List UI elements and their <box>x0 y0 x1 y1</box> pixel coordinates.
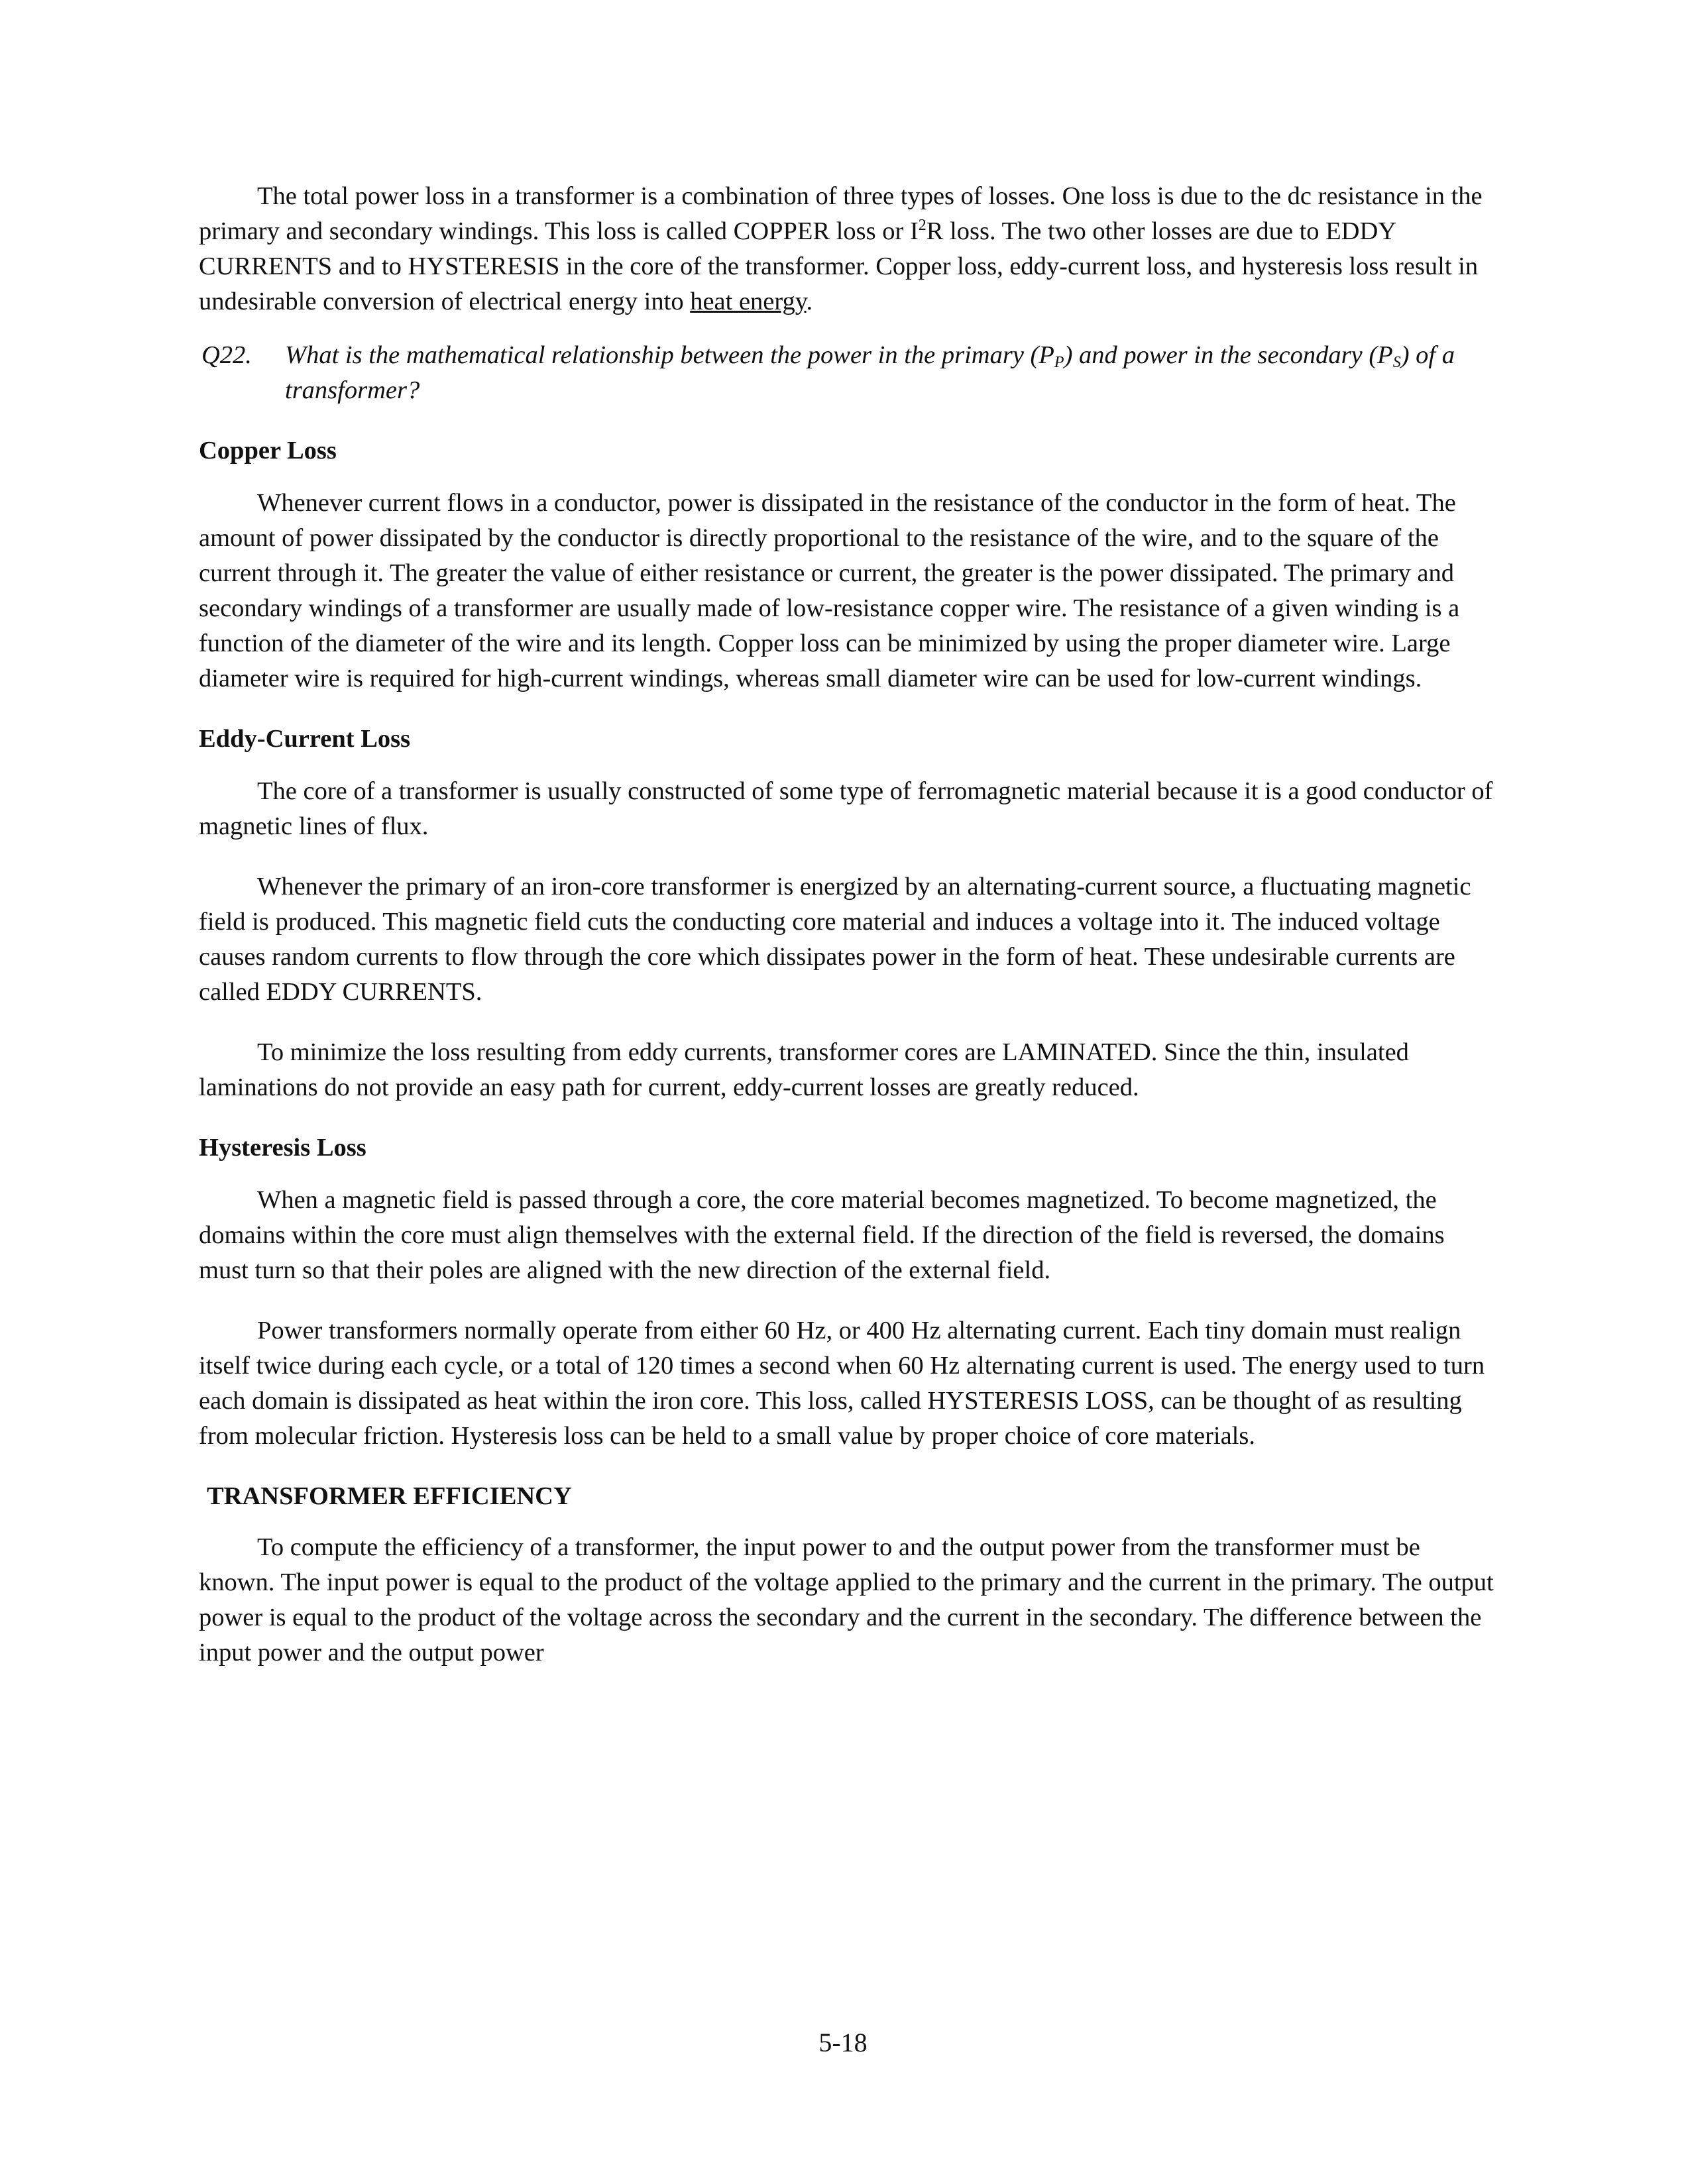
eddy-paragraph-3: To minimize the loss resulting from eddy currents, transformer cores are LAMINATED. Since the thin, insulated laminations do not provide an easy path for current, eddy-current losses are greatly reduced. <box>199 1038 1409 1101</box>
question-sub-s: S <box>1392 354 1401 371</box>
question-q22 <box>199 338 1498 408</box>
question-text-2: ) and power in the secondary (P <box>1064 341 1393 369</box>
question-sub-p: P <box>1054 354 1064 371</box>
eddy-paragraph-2: Whenever the primary of an iron-core transformer is energized by an alternating-current source, a fluctuating magnetic field is produced. This magnetic field cuts the conducting core material and induces a voltage into it. The induced voltage causes random currents to flow through the core which dissipates power in the form of heat. These undesirable currents are called EDDY CURRENTS. <box>199 873 1471 1006</box>
heading-eddy-current-loss: Eddy-Current Loss <box>199 725 411 753</box>
document-page <box>199 179 1498 1670</box>
heat-energy-underlined: heat energy <box>690 288 807 315</box>
eddy-paragraph-1: The core of a transformer is usually constructed of some type of ferromagnetic material because it is a good conductor of magnetic lines of flux. <box>199 777 1493 840</box>
intro-superscript: 2 <box>918 217 927 234</box>
page-number: 5-18 <box>818 2028 868 2057</box>
hysteresis-paragraph-2: Power transformers normally operate from either 60 Hz, or 400 Hz alternating current. Each tiny domain must realign itself twice during each cycle, or a total of 120 times a second when 60 Hz alternating current is used. The energy used to turn each domain is dissipated as heat within the iron core. This loss, called HYSTERESIS LOSS, can be thought of as resulting from molecular friction. Hysteresis loss can be held to a small value by proper choice of core materials. <box>199 1317 1485 1450</box>
hysteresis-paragraph-1: When a magnetic field is passed through a core, the core material becomes magnetized. To become magnetized, the domains within the core must align themselves with the external field. If the direction of the field is reversed, the domains must turn so that their poles are aligned with the new direction of the external field. <box>199 1186 1445 1284</box>
question-text-3: ) of a transformer? <box>285 341 1455 404</box>
intro-paragraph <box>199 179 1498 319</box>
intro-end: . <box>806 288 813 315</box>
heading-hysteresis-loss: Hysteresis Loss <box>199 1134 366 1162</box>
question-number: Q22. <box>201 341 252 369</box>
efficiency-paragraph: To compute the efficiency of a transformer, the input power to and the output power from the transformer must be known. The input power is equal to the product of the voltage applied to the primary and the current in the primary. The output power is equal to the product of the voltage across the secondary and the current in the secondary. The difference between the input power and the output power <box>199 1533 1494 1666</box>
intro-text-1: The total power loss in a transformer is a combination of three types of losses. One loss is due to the dc resistance in the primary and secondary windings. This loss is called COPPER loss or I <box>199 182 1483 245</box>
copper-paragraph: Whenever current flows in a conductor, power is dissipated in the resistance of the conductor in the form of heat. The amount of power dissipated by the conductor is directly proportional to the resistance of the wire, and to the square of the current through it. The greater the value of either resistance or current, the greater is the power dissipated. The primary and secondary windings of a transformer are usually made of low-resistance copper wire. The resistance of a given winding is a function of the diameter of the wire and its length. Copper loss can be minimized by using the proper diameter wire. Large diameter wire is required for high-current windings, whereas small diameter wire can be used for low-current windings. <box>199 489 1460 692</box>
heading-copper-loss: Copper Loss <box>199 437 337 464</box>
question-text-1: What is the mathematical relationship between the power in the primary (P <box>285 341 1054 369</box>
heading-transformer-efficiency: TRANSFORMER EFFICIENCY <box>207 1482 572 1510</box>
intro-text-2: R loss. The two other losses are due to EDDY CURRENTS and to HYSTERESIS in the core of the transformer. Copper loss, eddy-current loss, and hysteresis loss result in undesirable conversion of electrical energy into <box>199 217 1479 315</box>
